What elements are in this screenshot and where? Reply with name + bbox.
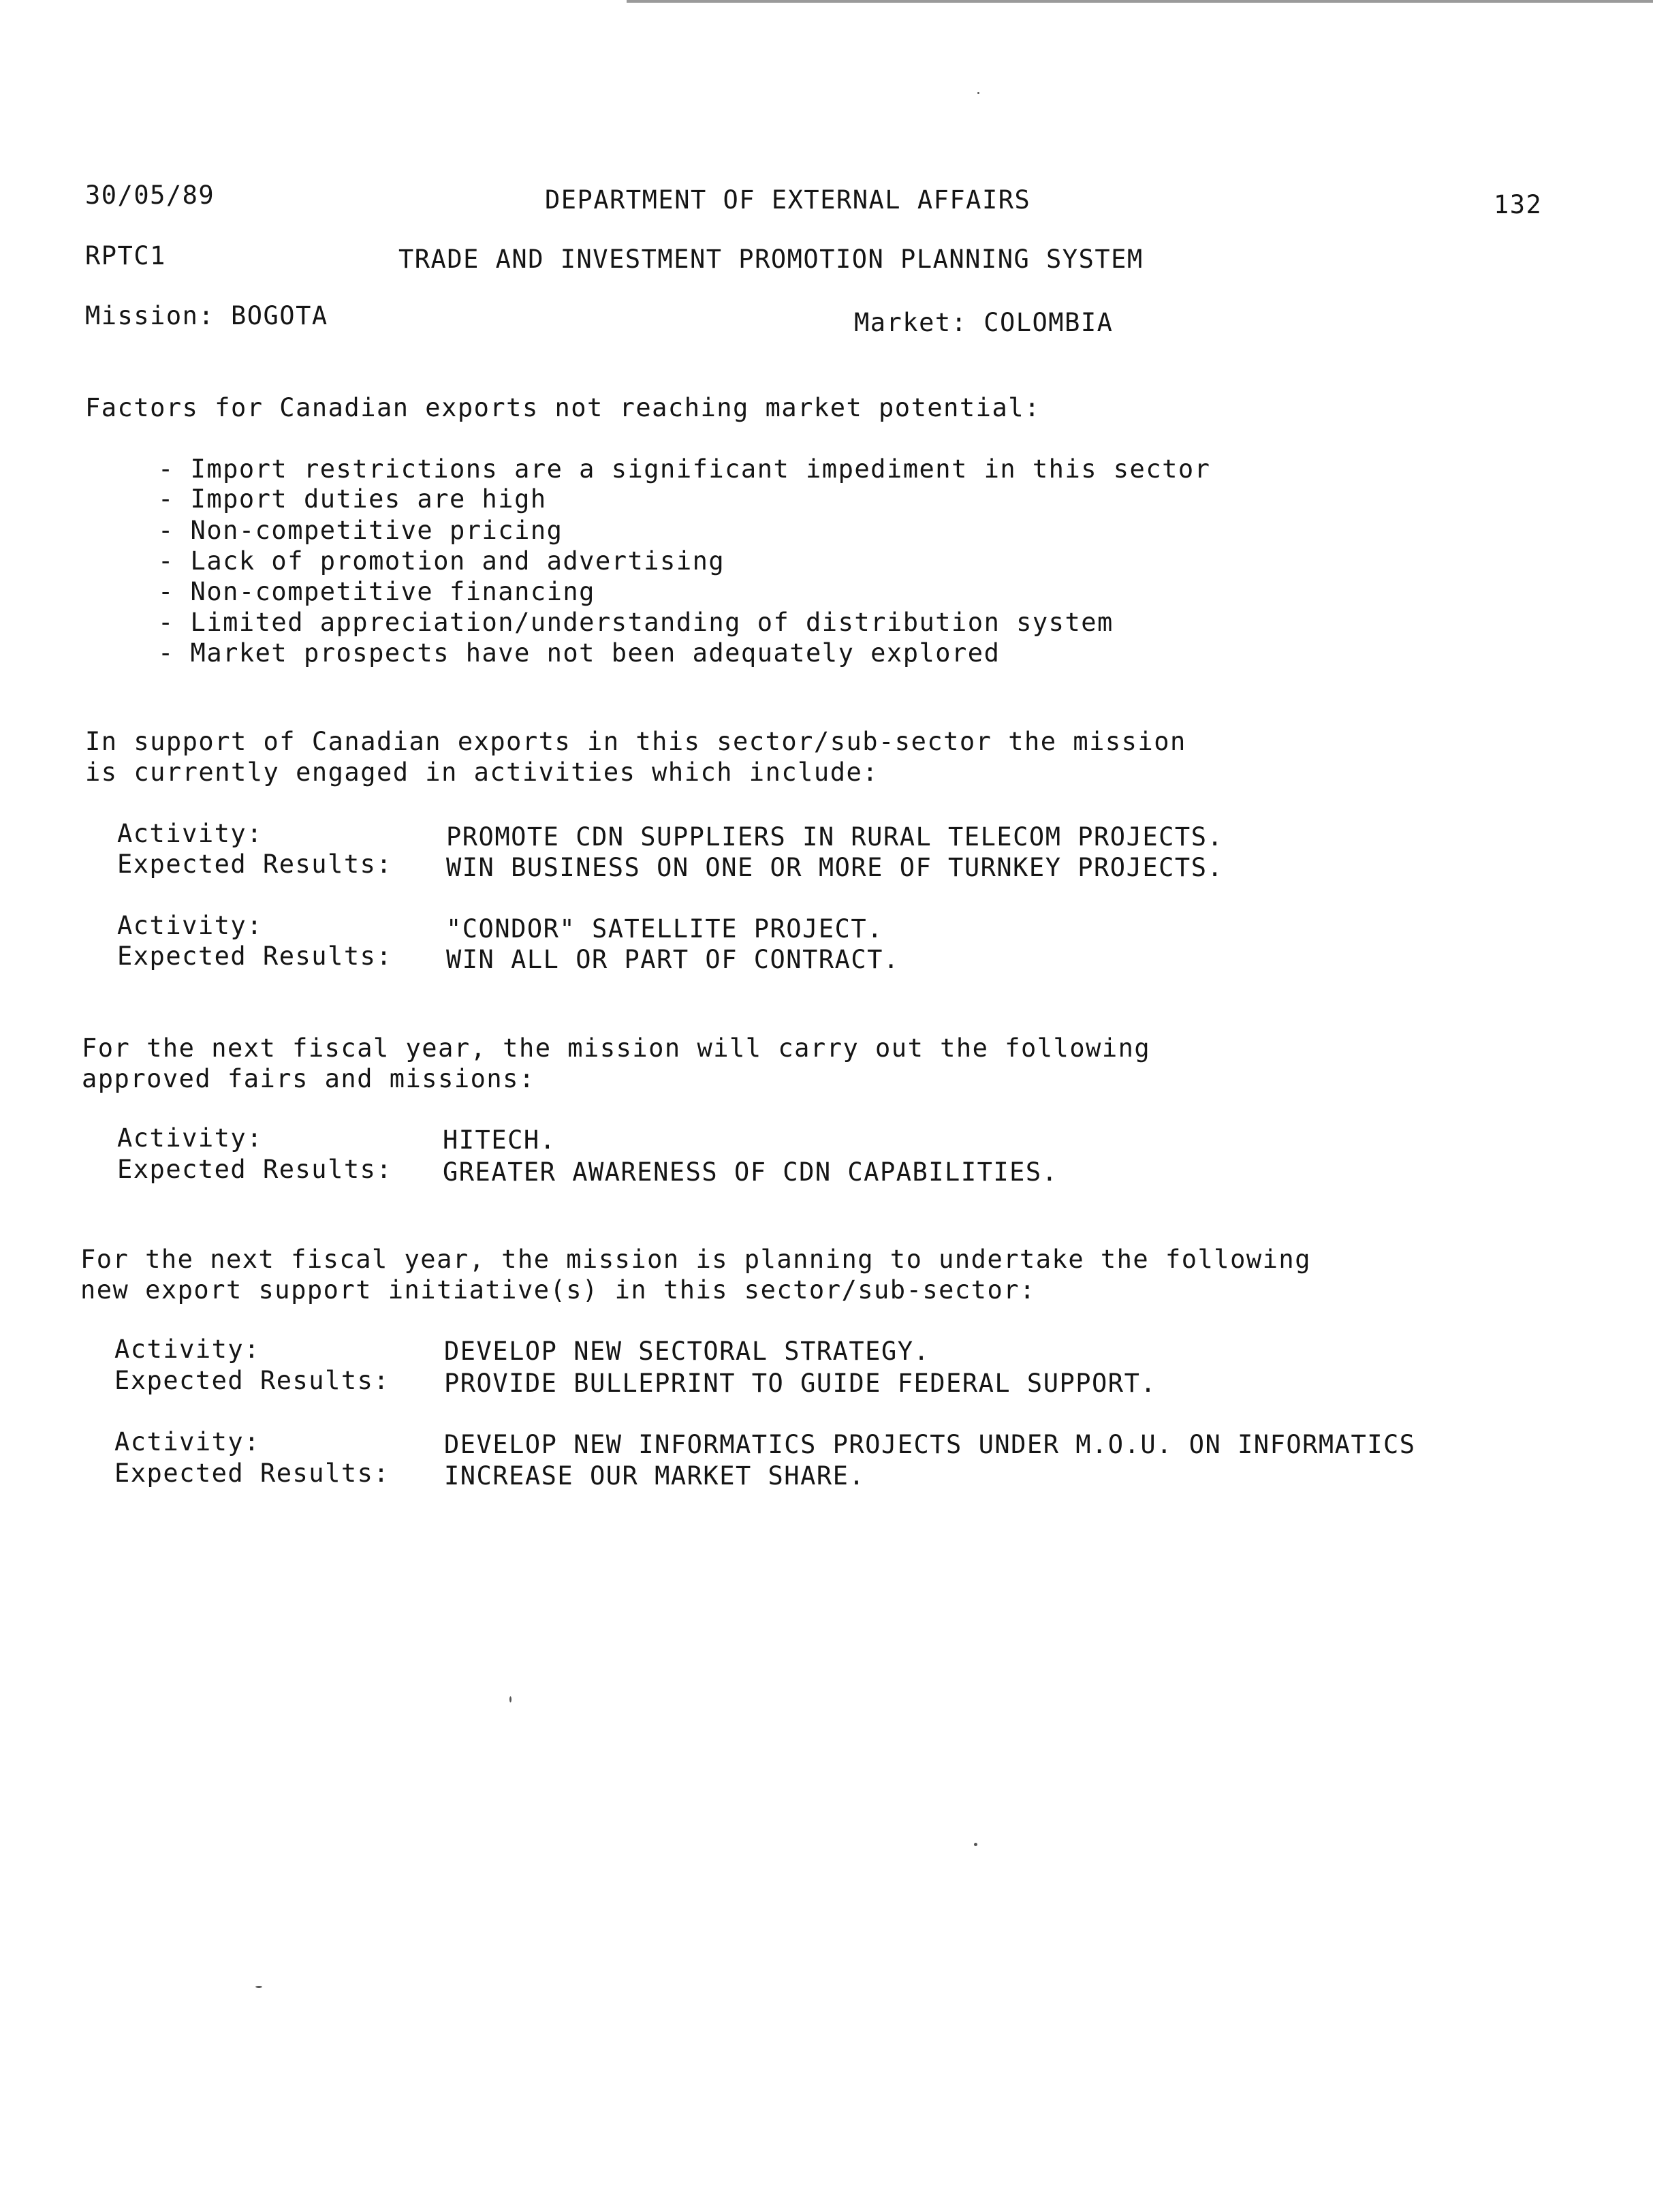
factor-item: - Import restrictions are a significant impediment in this sector <box>158 454 1211 484</box>
factor-item: - Non-competitive pricing <box>158 516 563 545</box>
initiatives-intro-line2: new export support initiative(s) in this sector/sub-sector: <box>80 1275 1036 1305</box>
expected-results-label: Expected Results: <box>114 1366 390 1395</box>
activity-label: Activity: <box>114 1427 260 1457</box>
activity-label: Activity: <box>117 1123 263 1153</box>
page-top-edge <box>627 0 1653 3</box>
activity-value: PROMOTE CDN SUPPLIERS IN RURAL TELECOM PROJECTS. <box>446 822 1224 852</box>
scan-speck <box>509 1696 511 1702</box>
department-title: DEPARTMENT OF EXTERNAL AFFAIRS <box>545 185 1031 215</box>
expected-results-value: WIN BUSINESS ON ONE OR MORE OF TURNKEY PROJECTS. <box>446 853 1224 882</box>
expected-results-label: Expected Results: <box>117 941 393 971</box>
factor-item: - Lack of promotion and advertising <box>158 546 725 576</box>
mission-label: Mission: BOGOTA <box>85 301 328 330</box>
fairs-intro-line2: approved fairs and missions: <box>82 1064 535 1093</box>
report-code: RPTC1 <box>85 241 166 270</box>
factor-item: - Limited appreciation/understanding of distribution system <box>158 608 1114 637</box>
scan-speck <box>977 92 979 94</box>
activity-value: DEVELOP NEW INFORMATICS PROJECTS UNDER M.O.U. ON INFORMATICS <box>444 1430 1416 1459</box>
fairs-intro-line1: For the next fiscal year, the mission will carry out the following <box>82 1033 1151 1063</box>
scan-speck <box>974 1843 977 1846</box>
factors-heading: Factors for Canadian exports not reaching market potential: <box>85 393 1041 422</box>
expected-results-value: PROVIDE BULLEPRINT TO GUIDE FEDERAL SUPPORT. <box>444 1369 1157 1398</box>
expected-results-value: WIN ALL OR PART OF CONTRACT. <box>446 945 900 974</box>
current-intro-line1: In support of Canadian exports in this sector/sub-sector the mission <box>85 727 1186 756</box>
expected-results-value: INCREASE OUR MARKET SHARE. <box>444 1461 866 1491</box>
activity-label: Activity: <box>114 1335 260 1364</box>
activity-value: "CONDOR" SATELLITE PROJECT. <box>446 914 883 944</box>
factor-item: - Non-competitive financing <box>158 577 595 606</box>
initiatives-intro-line1: For the next fiscal year, the mission is planning to undertake the following <box>80 1245 1311 1274</box>
activity-label: Activity: <box>117 911 263 940</box>
factor-item: - Market prospects have not been adequately explored <box>158 638 1001 668</box>
report-date: 30/05/89 <box>85 181 215 210</box>
market-label: Market: COLOMBIA <box>854 308 1114 337</box>
expected-results-label: Expected Results: <box>114 1459 390 1488</box>
scan-speck <box>255 1986 262 1988</box>
current-intro-line2: is currently engaged in activities which include: <box>85 758 879 787</box>
factor-item: - Import duties are high <box>158 484 547 514</box>
system-title: TRADE AND INVESTMENT PROMOTION PLANNING SYSTEM <box>398 245 1144 274</box>
expected-results-value: GREATER AWARENESS OF CDN CAPABILITIES. <box>443 1157 1058 1187</box>
expected-results-label: Expected Results: <box>117 850 393 879</box>
page-number: 132 <box>1494 190 1543 219</box>
activity-value: HITECH. <box>443 1125 556 1155</box>
activity-label: Activity: <box>117 819 263 848</box>
expected-results-label: Expected Results: <box>117 1155 393 1184</box>
activity-value: DEVELOP NEW SECTORAL STRATEGY. <box>444 1337 930 1366</box>
